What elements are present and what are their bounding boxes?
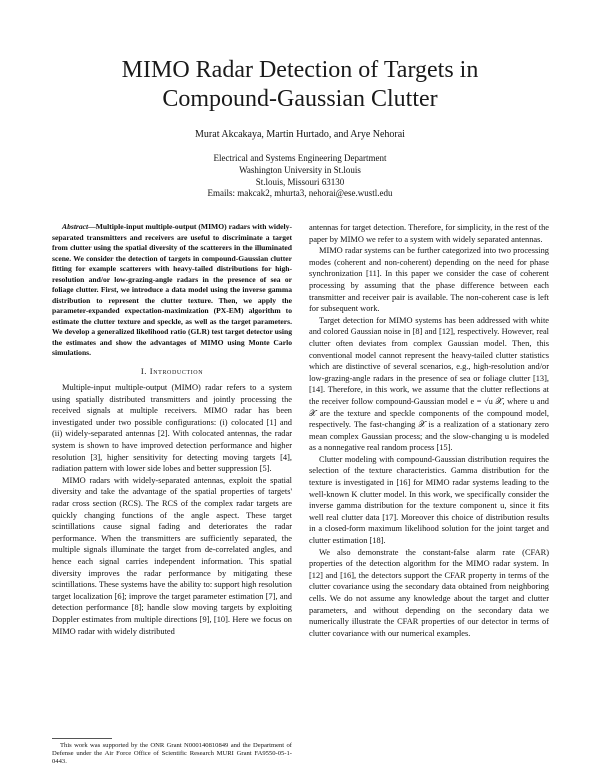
- footnote-divider: [52, 738, 112, 739]
- intro-paragraph-1: Multiple-input multiple-output (MIMO) radar refers to a system using spatially distributed transmitters and jointly processing the received signals at multiple receivers. MIMO radar has been investigated under two possible configurations: (i) colocated [1] and (ii) widely-separated antennas [2]. With colocated antennas, the radar system is shown to have improved detection performance and higher resolution [3], higher sensitivity for detecting moving targets [4], radiation pattern with lower side lobes and better suppression [5].: [52, 383, 292, 474]
- affiliation-block: [60, 153, 540, 200]
- right-paragraph-5: We also demonstrate the constant-false alarm rate (CFAR) properties of the detection algorithm for the MIMO radar system. In [12] and [16], the detectors support the CFAR property in terms of the clutter covariance using the secondary data obtained from neighboring cells. We do not assume any knowledge about the target and clutter parameters, and without depending on the secondary data we numerically illustrate the CFAR properties of our detector in terms of clutter covariance with our numerical examples.: [309, 547, 549, 638]
- abstract-body: —Multiple-input multiple-output (MIMO) radars with widely-separated transmitters and receivers are useful to discriminate a target from clutter using the spatial diversity of the scatterers in the illuminated scene. We consider the detection of targets in compound-Gaussian clutter fitting for example scatterers with heavy-tailed distributions for high-resolution and/or low-grazing-angle radars in the presence of sea or foliage clutter. First, we introduce a data model using the inverse gamma distribution to represent the clutter texture. Then, we apply the parameter-expanded expectation-maximization (PX-EM) algorithm to estimate the clutter texture and speckle, as well as the target parameters. We develop a generalized likelihood ratio (GLR) test target detector using the estimates and show the advantages of MIMO using Monte Carlo simulations.: [52, 222, 292, 357]
- right-column: [309, 222, 549, 639]
- abstract: [52, 222, 292, 359]
- section-number: I.: [140, 365, 148, 376]
- abstract-lead: Abstract: [62, 222, 89, 231]
- title-line-1: MIMO Radar Detection of Targets in: [121, 57, 479, 83]
- footnote: This work was supported by the ONR Grant N000140810849 and the Department of Defense under the Air Force Office of Scientific Research MURI Grant FA9550-05-1-0443.: [52, 742, 292, 765]
- affiliation-city: St.louis, Missouri 63130: [255, 176, 345, 187]
- section-heading: [52, 366, 292, 378]
- section-title: Introduction: [149, 365, 204, 376]
- right-paragraph-2: MIMO radar systems can be further categorized into two processing modes (coherent and non-coherent) depending on the need for phase synchronization [11]. In this paper we consider the case of coherent processing by assuming that the phase difference between each transmitter and receiver pair is available. The non-coherent case is left for subsequent work.: [309, 246, 549, 314]
- right-paragraph-4: Clutter modeling with compound-Gaussian distribution requires the selection of the texture characteristics. Gamma distribution for the texture is investigated in [16] for MIMO radar systems leading to the well-known K clutter model. In this work, we specifically consider the inverse gamma distribution for the texture component u, since it fits well real clutter data [17]. Moreover this choice of distribution results in a closed-form maximum likelihood solution for the joint target and clutter estimation [18].: [309, 454, 549, 546]
- right-paragraph-3: Target detection for MIMO systems has been addressed with white and colored Gaussian noise in [8] and [12], respectively. However, real clutter often deviates from complex Gaussian model. Then, this conventional model cannot represent the heavy-tailed clutter statistics which are distinctive of several scenarios, e.g., high-resolution and/or low-grazing-angle radars in the presence of sea or foliage clutter [13], [14]. Therefore, in this work, we assume that the clutter reflections at the receiver follow compound-Gaussian model e = √u 𝒳, where u and 𝒳 are the texture and speckle components of the compound model, respectively. The fast-changing 𝒳 is a realization of a stationary zero mean complex Gaussian process; and the slow-changing u is modeled as a nonnegative real random process [15].: [309, 315, 549, 453]
- paper-title: [60, 56, 540, 114]
- author-list: Murat Akcakaya, Martin Hurtado, and Arye Nehorai: [195, 129, 405, 140]
- affiliation-university: Washington University in St.louis: [239, 164, 361, 175]
- right-paragraph-1: antennas for target detection. Therefore, for simplicity, in the rest of the paper by MIMO we refer to a system with widely separated antennas.: [309, 223, 549, 244]
- affiliation-emails: Emails: makcak2, mhurta3, nehorai@ese.wustl.edu: [207, 188, 393, 199]
- intro-paragraph-2: MIMO radars with widely-separated antennas, exploit the spatial diversity and take the advantage of the spatial properties of targets' radar cross section (RCS). The RCS of the complex radar targets are quickly changing functions of the angle aspect. These target scintillations cause signal fading and deteriorates the radar performance. When the transmitters are sufficiently separated, the multiple signals illuminate the target from de-correlated angles, and hence each signal carries independent information. This spatial diversity improves the radar performance by mitigating these scintillations. These systems have the ability to: support high resolution target localization [6]; improve the target parameter estimation [7], and detection performance [8]; handle slow moving targets by exploiting Doppler estimates from multiple directions [9], [10]. Here we focus on MIMO radar with widely distributed: [52, 475, 292, 636]
- affiliation-department: Electrical and Systems Engineering Department: [213, 153, 387, 163]
- title-line-2: Compound-Gaussian Clutter: [162, 86, 438, 112]
- left-column: [52, 222, 292, 637]
